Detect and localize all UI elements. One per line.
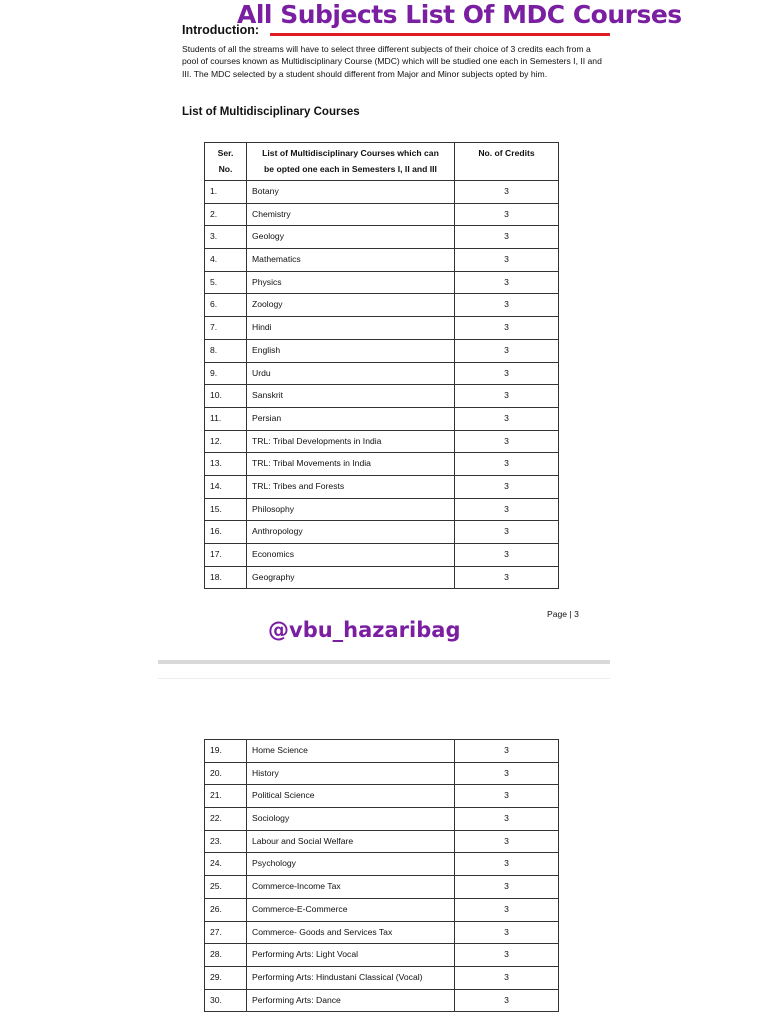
course-cell: Economics [247, 544, 455, 567]
course-cell: Persian [247, 407, 455, 430]
table-row [205, 808, 559, 831]
credits-cell: 3 [455, 317, 559, 340]
serial-cell: 17. [205, 544, 247, 567]
course-cell: Commerce- Goods and Services Tax [247, 921, 455, 944]
table-row [205, 181, 559, 204]
credits-cell: 3 [455, 876, 559, 899]
banner-title: All Subjects List Of MDC Courses [237, 0, 682, 29]
credits-cell: 3 [455, 271, 559, 294]
header-serial [205, 143, 247, 181]
credits-cell: 3 [455, 203, 559, 226]
serial-cell: 7. [205, 317, 247, 340]
serial-cell: 12. [205, 430, 247, 453]
header-serial-line2: No. [218, 164, 233, 174]
course-cell: TRL: Tribal Developments in India [247, 430, 455, 453]
credits-cell: 3 [455, 362, 559, 385]
credits-cell: 3 [455, 785, 559, 808]
course-cell: TRL: Tribes and Forests [247, 475, 455, 498]
course-cell: Commerce-E-Commerce [247, 898, 455, 921]
serial-cell: 2. [205, 203, 247, 226]
table-row [205, 853, 559, 876]
course-cell: Home Science [247, 740, 455, 763]
credits-cell: 3 [455, 521, 559, 544]
header-credits: No. of Credits [455, 143, 559, 181]
table-header-row [205, 143, 559, 181]
title-underline [270, 33, 610, 36]
serial-cell: 21. [205, 785, 247, 808]
serial-cell: 24. [205, 853, 247, 876]
table-row [205, 785, 559, 808]
serial-cell: 3. [205, 226, 247, 249]
course-cell: Geology [247, 226, 455, 249]
serial-cell: 14. [205, 475, 247, 498]
credits-cell: 3 [455, 989, 559, 1012]
credits-cell: 3 [455, 762, 559, 785]
table-row [205, 317, 559, 340]
course-cell: Political Science [247, 785, 455, 808]
intro-paragraph: Students of all the streams will have to select three different subjects of their choice of 3 credits each from a pool of courses known as Multidisciplinary Course (MDC) which will be studied one each in Semesters I, II and III. The MDC selected by a student should different from Major and Minor subjects opted by him. [182, 44, 602, 79]
credits-cell: 3 [455, 853, 559, 876]
serial-cell: 23. [205, 830, 247, 853]
serial-cell: 11. [205, 407, 247, 430]
table-row [205, 740, 559, 763]
table-row [205, 271, 559, 294]
table-row [205, 453, 559, 476]
credits-cell: 3 [455, 830, 559, 853]
table-row [205, 430, 559, 453]
table-row [205, 249, 559, 272]
course-cell: Geography [247, 566, 455, 589]
credits-cell: 3 [455, 944, 559, 967]
serial-cell: 15. [205, 498, 247, 521]
serial-cell: 22. [205, 808, 247, 831]
header-course-line2: be opted one each in Semesters I, II and III [264, 164, 437, 174]
table-row [205, 475, 559, 498]
table-row [205, 203, 559, 226]
credits-cell: 3 [455, 475, 559, 498]
credits-cell: 3 [455, 430, 559, 453]
course-cell: Commerce-Income Tax [247, 876, 455, 899]
course-cell: English [247, 339, 455, 362]
table-row [205, 898, 559, 921]
course-cell: Philosophy [247, 498, 455, 521]
mdc-table-part1 [204, 142, 559, 589]
credits-cell: 3 [455, 898, 559, 921]
serial-cell: 30. [205, 989, 247, 1012]
course-cell: Urdu [247, 362, 455, 385]
serial-cell: 28. [205, 944, 247, 967]
serial-cell: 4. [205, 249, 247, 272]
table-row [205, 362, 559, 385]
credits-cell: 3 [455, 544, 559, 567]
course-cell: History [247, 762, 455, 785]
credits-cell: 3 [455, 921, 559, 944]
serial-cell: 9. [205, 362, 247, 385]
serial-cell: 19. [205, 740, 247, 763]
table-row [205, 294, 559, 317]
table-row [205, 876, 559, 899]
header-course [247, 143, 455, 181]
credits-cell: 3 [455, 385, 559, 408]
course-cell: Mathematics [247, 249, 455, 272]
table-row [205, 762, 559, 785]
course-cell: Botany [247, 181, 455, 204]
table-row [205, 921, 559, 944]
course-cell: TRL: Tribal Movements in India [247, 453, 455, 476]
table-row [205, 830, 559, 853]
serial-cell: 27. [205, 921, 247, 944]
list-heading: List of Multidisciplinary Courses [182, 106, 360, 118]
course-cell: Sanskrit [247, 385, 455, 408]
intro-heading: Introduction: [182, 23, 260, 37]
course-cell: Hindi [247, 317, 455, 340]
credits-cell: 3 [455, 249, 559, 272]
credits-cell: 3 [455, 294, 559, 317]
table-row [205, 498, 559, 521]
serial-cell: 5. [205, 271, 247, 294]
course-cell: Physics [247, 271, 455, 294]
credits-cell: 3 [455, 498, 559, 521]
header-course-line1: List of Multidisciplinary Courses which can [262, 148, 439, 158]
table-row [205, 966, 559, 989]
page-separator [158, 660, 610, 664]
table-row [205, 521, 559, 544]
course-cell: Chemistry [247, 203, 455, 226]
credits-cell: 3 [455, 740, 559, 763]
serial-cell: 1. [205, 181, 247, 204]
credits-cell: 3 [455, 339, 559, 362]
table-row [205, 407, 559, 430]
course-cell: Sociology [247, 808, 455, 831]
course-cell: Anthropology [247, 521, 455, 544]
credits-cell: 3 [455, 407, 559, 430]
watermark-handle: @vbu_hazaribag [268, 618, 461, 642]
course-cell: Performing Arts: Dance [247, 989, 455, 1012]
serial-cell: 29. [205, 966, 247, 989]
table-row [205, 544, 559, 567]
credits-cell: 3 [455, 966, 559, 989]
table-row [205, 385, 559, 408]
credits-cell: 3 [455, 808, 559, 831]
course-cell: Performing Arts: Light Vocal [247, 944, 455, 967]
serial-cell: 10. [205, 385, 247, 408]
table-row [205, 339, 559, 362]
credits-cell: 3 [455, 453, 559, 476]
table-row [205, 566, 559, 589]
mdc-table-part2 [204, 739, 559, 1012]
credits-cell: 3 [455, 181, 559, 204]
course-cell: Performing Arts: Hindustani Classical (Vocal) [247, 966, 455, 989]
table-row [205, 944, 559, 967]
page-separator-line [158, 678, 610, 679]
course-cell: Psychology [247, 853, 455, 876]
table-row [205, 226, 559, 249]
header-serial-line1: Ser. [217, 148, 234, 158]
serial-cell: 20. [205, 762, 247, 785]
serial-cell: 25. [205, 876, 247, 899]
course-cell: Labour and Social Welfare [247, 830, 455, 853]
serial-cell: 8. [205, 339, 247, 362]
serial-cell: 6. [205, 294, 247, 317]
serial-cell: 16. [205, 521, 247, 544]
credits-cell: 3 [455, 566, 559, 589]
page-number: Page | 3 [547, 609, 579, 619]
serial-cell: 18. [205, 566, 247, 589]
course-cell: Zoology [247, 294, 455, 317]
credits-cell: 3 [455, 226, 559, 249]
table-row [205, 989, 559, 1012]
serial-cell: 13. [205, 453, 247, 476]
serial-cell: 26. [205, 898, 247, 921]
